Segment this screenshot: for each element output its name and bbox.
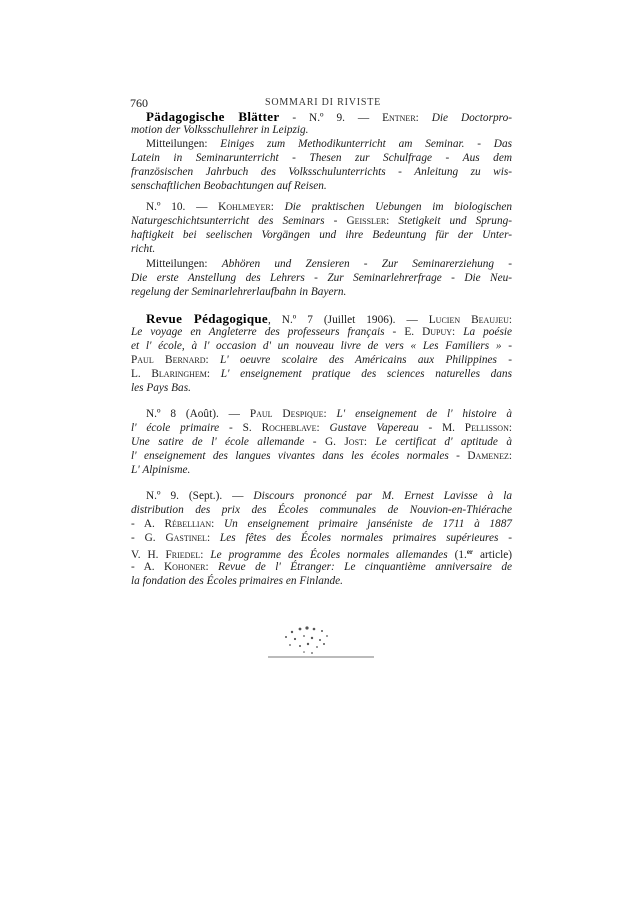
text-line xyxy=(131,503,512,518)
article-title: Latein in Seminarunterricht - Thesen zur Schulfrage - Aus dem xyxy=(131,152,512,164)
article-title: Le programme des Écoles normales allemandes xyxy=(210,549,448,561)
article-title: Die erste Anstellung des Lehrers - Zur Seminarlehrerfrage - Die Neu- xyxy=(131,272,512,284)
text-segment: : xyxy=(200,549,211,561)
text-segment: - E. xyxy=(384,326,423,338)
text-segment: er xyxy=(466,548,474,556)
text-line xyxy=(146,200,512,215)
text-line xyxy=(131,381,512,396)
text-line xyxy=(131,151,512,166)
text-line xyxy=(146,109,512,124)
article-title: Abhören und Zensieren - Zur Seminarerziehung - xyxy=(221,258,512,270)
article-title: distribution des prix des Écoles communales de Nouvion-en-Thiérache xyxy=(131,504,512,516)
text-line xyxy=(131,228,512,243)
article-title: L' oeuvre scolaire des Américains aux Philippines - xyxy=(219,354,512,366)
article-title: Gustave Vapereau xyxy=(329,422,419,434)
author-name: Friedel xyxy=(165,549,201,561)
article-title: Einiges zum Methodikunterricht am Seminar. - Das xyxy=(220,138,512,150)
article-title: et l' école, à l' occasion d' un nouveau livre de vers « Les Familiers » - xyxy=(131,340,512,352)
text-segment: : xyxy=(323,408,337,420)
author-name: Rocheblave xyxy=(261,422,317,434)
article-title: haftigkeit bei seelischen Vorgängen und ihre Bedeuntung für der Unter- xyxy=(131,229,512,241)
text-line xyxy=(131,179,512,194)
text-segment: : xyxy=(270,201,285,213)
author-name: Blaringhem xyxy=(151,368,207,380)
text-line xyxy=(131,165,512,180)
text-segment: V. H. xyxy=(131,549,166,561)
author-name: Pellisson xyxy=(464,422,509,434)
article-title: Revue de l' Étranger: Le cinquantième anniversaire de xyxy=(218,561,512,573)
text-segment: : xyxy=(508,314,512,326)
article-title: regelung der Seminarlehrerlaufbahn in Bayern. xyxy=(131,286,347,298)
author-name: Geissler xyxy=(346,215,387,227)
author-name: Entner xyxy=(382,112,416,124)
text-line xyxy=(131,353,512,368)
article-title: Discours prononcé par M. Ernest Lavisse à la xyxy=(253,490,513,502)
article-title: L' enseignement pratique des sciences naturelles dans xyxy=(220,368,512,380)
text-segment: N.º 9. (Sept.). — xyxy=(146,490,254,502)
text-segment: : xyxy=(508,450,512,462)
text-segment: : xyxy=(508,422,512,434)
author-name: Kohlmeyer xyxy=(218,201,271,213)
text-segment: - xyxy=(448,450,468,462)
text-segment: N.º 10. — xyxy=(146,201,219,213)
journal-title: Revue Pédagogique xyxy=(146,311,268,326)
article-title: Naturgeschichtsunterricht des Seminars - xyxy=(131,215,347,227)
text-line xyxy=(131,123,512,138)
text-segment: : xyxy=(363,436,376,448)
text-segment: : xyxy=(205,354,220,366)
text-segment: : xyxy=(386,215,399,227)
author-name: Kohoner xyxy=(164,561,206,573)
text-line xyxy=(131,560,512,575)
text-line xyxy=(146,407,512,422)
text-line xyxy=(131,449,512,464)
text-line xyxy=(131,367,512,382)
journal-title: Pädagogische Blätter xyxy=(146,109,280,124)
text-segment: : xyxy=(316,422,330,434)
text-segment: - N.º 9. — xyxy=(279,112,383,124)
text-line xyxy=(131,271,512,286)
article-title: Un enseignement primaire janséniste de 1711 à 1887 xyxy=(223,518,512,530)
text-line xyxy=(131,517,512,532)
article-title: französischen Jahrbuch des Volksschulunterrichts - Anleitung zu wis- xyxy=(131,166,512,178)
text-segment: : xyxy=(452,326,464,338)
text-line xyxy=(131,325,512,340)
article-title: La poésie xyxy=(463,326,512,338)
article-title: Les fêtes des Écoles normales primaires supérieures - xyxy=(219,532,512,544)
article-title: les Pays Bas. xyxy=(131,382,191,394)
article-title: l' enseignement des langues vivantes dans les écoles normales xyxy=(131,450,449,462)
text-line xyxy=(146,489,512,504)
article-title: Die Doctorpro- xyxy=(431,112,513,124)
article-title: L' enseignement de l' histoire à xyxy=(336,408,512,420)
author-name: Gastinel xyxy=(165,532,207,544)
text-segment: : xyxy=(415,112,432,124)
text-line xyxy=(131,339,512,354)
text-segment: - A. xyxy=(131,561,164,573)
text-segment: (1. xyxy=(447,549,467,561)
text-line xyxy=(131,531,512,546)
text-segment: - A. xyxy=(131,518,165,530)
article-title: Die praktischen Uebungen im biologischen xyxy=(284,201,512,213)
text-line xyxy=(146,137,512,152)
article-title: Le certificat d' aptitude à xyxy=(375,436,513,448)
text-segment: - M. xyxy=(418,422,465,434)
author-name: Rébellian xyxy=(164,518,212,530)
text-line xyxy=(146,257,512,272)
author-name: Damenez xyxy=(467,450,509,462)
text-segment: L. xyxy=(131,368,152,380)
text-line xyxy=(131,545,512,560)
article-title: richt. xyxy=(131,243,156,255)
article-title: la fondation des Écoles primaires en Finlande. xyxy=(131,575,343,587)
page-number: 760 xyxy=(130,96,148,110)
author-name: Paul Bernard xyxy=(131,354,206,366)
article-title: senschaftlichen Beobachtungen auf Reisen. xyxy=(131,180,327,192)
text-segment: : xyxy=(206,532,220,544)
text-segment: : xyxy=(211,518,224,530)
article-title: motion der Volksschullehrer in Leipzig. xyxy=(131,124,309,136)
library-stamp-icon xyxy=(262,622,377,667)
text-segment: : xyxy=(205,561,219,573)
text-segment: Mitteilungen: xyxy=(146,258,222,270)
text-line xyxy=(131,435,512,450)
article-title: Le voyage en Angleterre des professeurs français xyxy=(131,326,385,338)
text-line xyxy=(131,242,512,257)
author-name: Jost xyxy=(344,436,364,448)
article-title: Une satire de l' école allemande xyxy=(131,436,305,448)
text-segment: - G. xyxy=(131,532,166,544)
text-line xyxy=(131,214,512,229)
text-line xyxy=(131,463,512,478)
text-segment: : xyxy=(206,368,221,380)
text-line xyxy=(131,574,512,589)
text-segment: - S. xyxy=(219,422,262,434)
running-head: SOMMARI DI RIVISTE xyxy=(264,97,382,108)
text-segment: article) xyxy=(473,549,513,561)
text-segment: N.º 8 (Août). — xyxy=(146,408,250,420)
article-title: L' Alpinisme. xyxy=(131,464,191,476)
author-name: Dupuy xyxy=(422,326,453,338)
author-name: Paul Despique xyxy=(249,408,324,420)
text-line xyxy=(131,285,512,300)
text-segment: - G. xyxy=(304,436,345,448)
text-segment: Mitteilungen: xyxy=(146,138,221,150)
article-title: Stetigkeit und Sprung- xyxy=(398,215,512,227)
article-title: l' école primaire xyxy=(131,422,220,434)
text-line xyxy=(146,311,512,326)
author-name: Lucien Beaujeu xyxy=(428,314,509,326)
text-line xyxy=(131,421,512,436)
text-segment: , N.º 7 (Juillet 1906). — xyxy=(267,314,429,326)
